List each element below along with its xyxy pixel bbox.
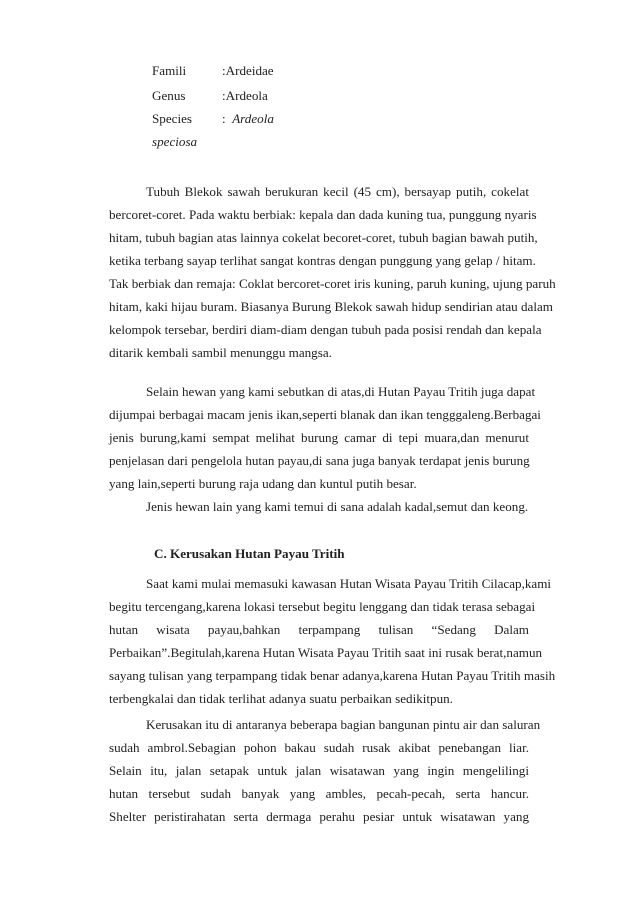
text-line: hitam, kaki hijau buram. Biasanya Burung Blekok sawah hidup sendirian atau dalam — [109, 299, 553, 314]
text-line: sudah ambrol.Sebagian pohon bakau sudah rusak akibat penebangan liar. — [109, 740, 529, 755]
text-line: Perbaikan”.Begitulah,karena Hutan Wisata Payau Tritih saat ini rusak berat,namun — [109, 645, 543, 660]
taxonomy-label: Famili — [152, 63, 187, 78]
text-line: ditarik kembali sambil menunggu mangsa. — [109, 345, 332, 360]
taxonomy-value: :Ardeola — [222, 88, 268, 103]
section-heading: C. Kerusakan Hutan Payau Tritih — [154, 546, 345, 561]
text-line: dijumpai berbagai macam jenis ikan,seperti blanak dan ikan tengggaleng.Berbagai — [109, 407, 541, 422]
text-line: begitu tercengang,karena lokasi tersebut begitu lenggang dan tidak terasa sebagai — [109, 599, 536, 614]
species-continuation: speciosa — [152, 134, 198, 149]
taxonomy-value: : Ardeola — [222, 111, 274, 126]
text-line: hutan tersebut sudah banyak yang ambles, pecah-pecah, serta hancur. — [109, 786, 529, 801]
text-line: Kerusakan itu di antaranya beberapa bagian bangunan pintu air dan saluran — [146, 717, 541, 732]
text-line: hitam, tubuh bagian atas lainnya cokelat becoret-coret, tubuh bagian bawah putih, — [109, 230, 538, 245]
text-line: Tubuh Blekok sawah berukuran kecil (45 cm), bersayap putih, cokelat — [146, 184, 529, 199]
taxonomy-label: Species — [152, 111, 192, 126]
text-line: sayang tulisan yang terpampang tidak benar adanya,karena Hutan Payau Tritih masih — [109, 668, 556, 683]
text-line: Tak berbiak dan remaja: Coklat bercoret-coret iris kuning, paruh kuning, ujung paruh — [109, 276, 556, 291]
text-line: penjelasan dari pengelola hutan payau,di sana juga banyak terdapat jenis burung — [109, 453, 530, 468]
taxonomy-value: :Ardeidae — [222, 63, 274, 78]
text-line: Shelter peristirahatan serta dermaga perahu pesiar untuk wisatawan yang — [109, 809, 529, 824]
text-line: ketika terbang sayap terlihat sangat kontras dengan punggung yang gelap / hitam. — [109, 253, 536, 268]
text-line: terbengkalai dan tidak terlihat adanya suatu perbaikan sedikitpun. — [109, 691, 453, 706]
text-line: hutan wisata payau,bahkan terpampang tulisan “Sedang Dalam — [109, 622, 529, 637]
text-line: jenis burung,kami sempat melihat burung camar di tepi muara,dan menurut — [109, 430, 529, 445]
text-line: Jenis hewan lain yang kami temui di sana adalah kadal,semut dan keong. — [146, 499, 529, 514]
text-line: Saat kami mulai memasuki kawasan Hutan Wisata Payau Tritih Cilacap,kami — [146, 576, 552, 591]
text-line: kelompok tersebar, berdiri diam-diam dengan tubuh pada posisi rendah dan kepala — [109, 322, 542, 337]
text-line: yang lain,seperti burung raja udang dan kuntul putih besar. — [109, 476, 417, 491]
text-line: Selain itu, jalan setapak untuk jalan wisatawan yang ingin mengelilingi — [109, 763, 529, 778]
text-line: bercoret-coret. Pada waktu berbiak: kepala dan dada kuning tua, punggung nyaris — [109, 207, 537, 222]
taxonomy-label: Genus — [152, 88, 186, 103]
text-line: Selain hewan yang kami sebutkan di atas,di Hutan Payau Tritih juga dapat — [146, 384, 536, 399]
